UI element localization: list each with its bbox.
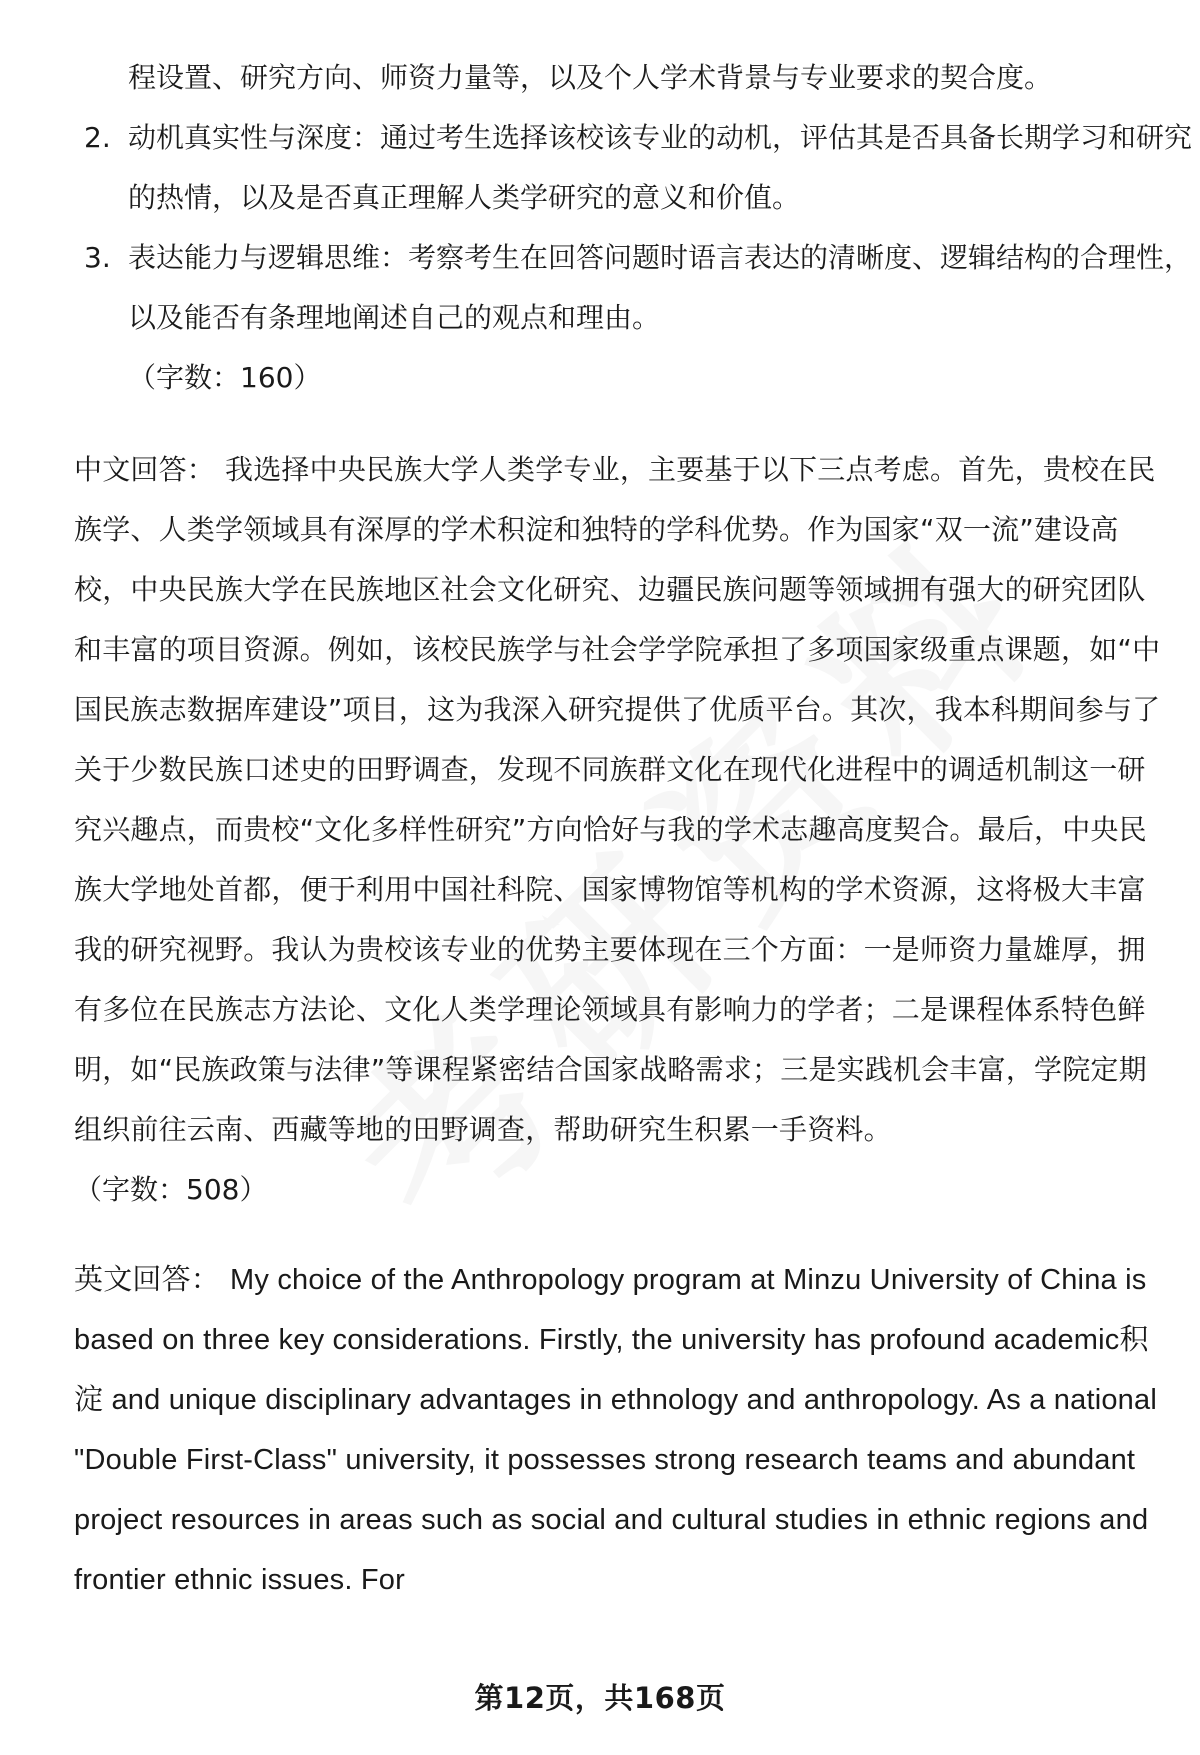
- english-answer-label: 英文回答：: [74, 1264, 221, 1296]
- document-page: [74, 48, 1193, 1610]
- criteria-item: [74, 108, 1200, 228]
- english-answer: [74, 1250, 1164, 1610]
- page-footer: 第12页，共168页: [474, 1681, 726, 1715]
- criteria-wordcount: （字数：160）: [128, 361, 322, 394]
- chinese-answer-wordcount: （字数：508）: [74, 1173, 268, 1206]
- criteria-text: 表达能力与逻辑思维：考察考生在回答问题时语言表达的清晰度、逻辑结构的合理性，以及能否有条理地阐述自己的观点和理由。: [128, 241, 1193, 334]
- criteria-number: 2.: [84, 121, 111, 154]
- criteria-item: [74, 228, 1200, 348]
- criteria-list: [74, 108, 1193, 348]
- criteria-text: 动机真实性与深度：通过考生选择该校该专业的动机，评估其是否具备长期学习和研究的热情，以及是否真正理解人类学研究的意义和价值。: [128, 121, 1193, 214]
- english-answer-text: My choice of the Anthropology program at Minzu University of China is based on three key considerations. Firstly, the university has profound academic积淀 and unique disciplinary advantages in ethnology and anthropology. As a national "Double First-Class" university, it possesses strong research teams and abundant project resources in areas such as social and cultural studies in ethnic regions and frontier ethnic issues. For: [74, 1264, 1157, 1596]
- chinese-answer-text: 我选择中央民族大学人类学专业，主要基于以下三点考虑。首先，贵校在民族学、人类学领域具有深厚的学术积淀和独特的学科优势。作为国家“双一流”建设高校，中央民族大学在民族地区社会文化研究、边疆民族问题等领域拥有强大的研究团队和丰富的项目资源。例如，该校民族学与社会学学院承担了多项国家级重点课题，如“中国民族志数据库建设”项目，这为我深入研究提供了优质平台。其次，我本科期间参与了关于少数民族口述史的田野调查，发现不同族群文化在现代化进程中的调适机制这一研究兴趣点，而贵校“文化多样性研究”方向恰好与我的学术志趣高度契合。最后，中央民族大学地处首都，便于利用中国社科院、国家博物馆等机构的学术资源，这将极大丰富我的研究视野。我认为贵校该专业的优势主要体现在三个方面：一是师资力量雄厚，拥有多位在民族志方法论、文化人类学理论领域具有影响力的学者；二是课程体系特色鲜明，如“民族政策与法律”等课程紧密结合国家战略需求；三是实践机会丰富，学院定期组织前往云南、西藏等地的田野调查，帮助研究生积累一手资料。: [74, 453, 1161, 1146]
- criteria-number: 3.: [84, 241, 111, 274]
- continuation-line: 程设置、研究方向、师资力量等，以及个人学术背景与专业要求的契合度。: [128, 61, 1053, 94]
- chinese-answer-label: 中文回答：: [74, 453, 216, 486]
- chinese-answer: [74, 440, 1166, 1160]
